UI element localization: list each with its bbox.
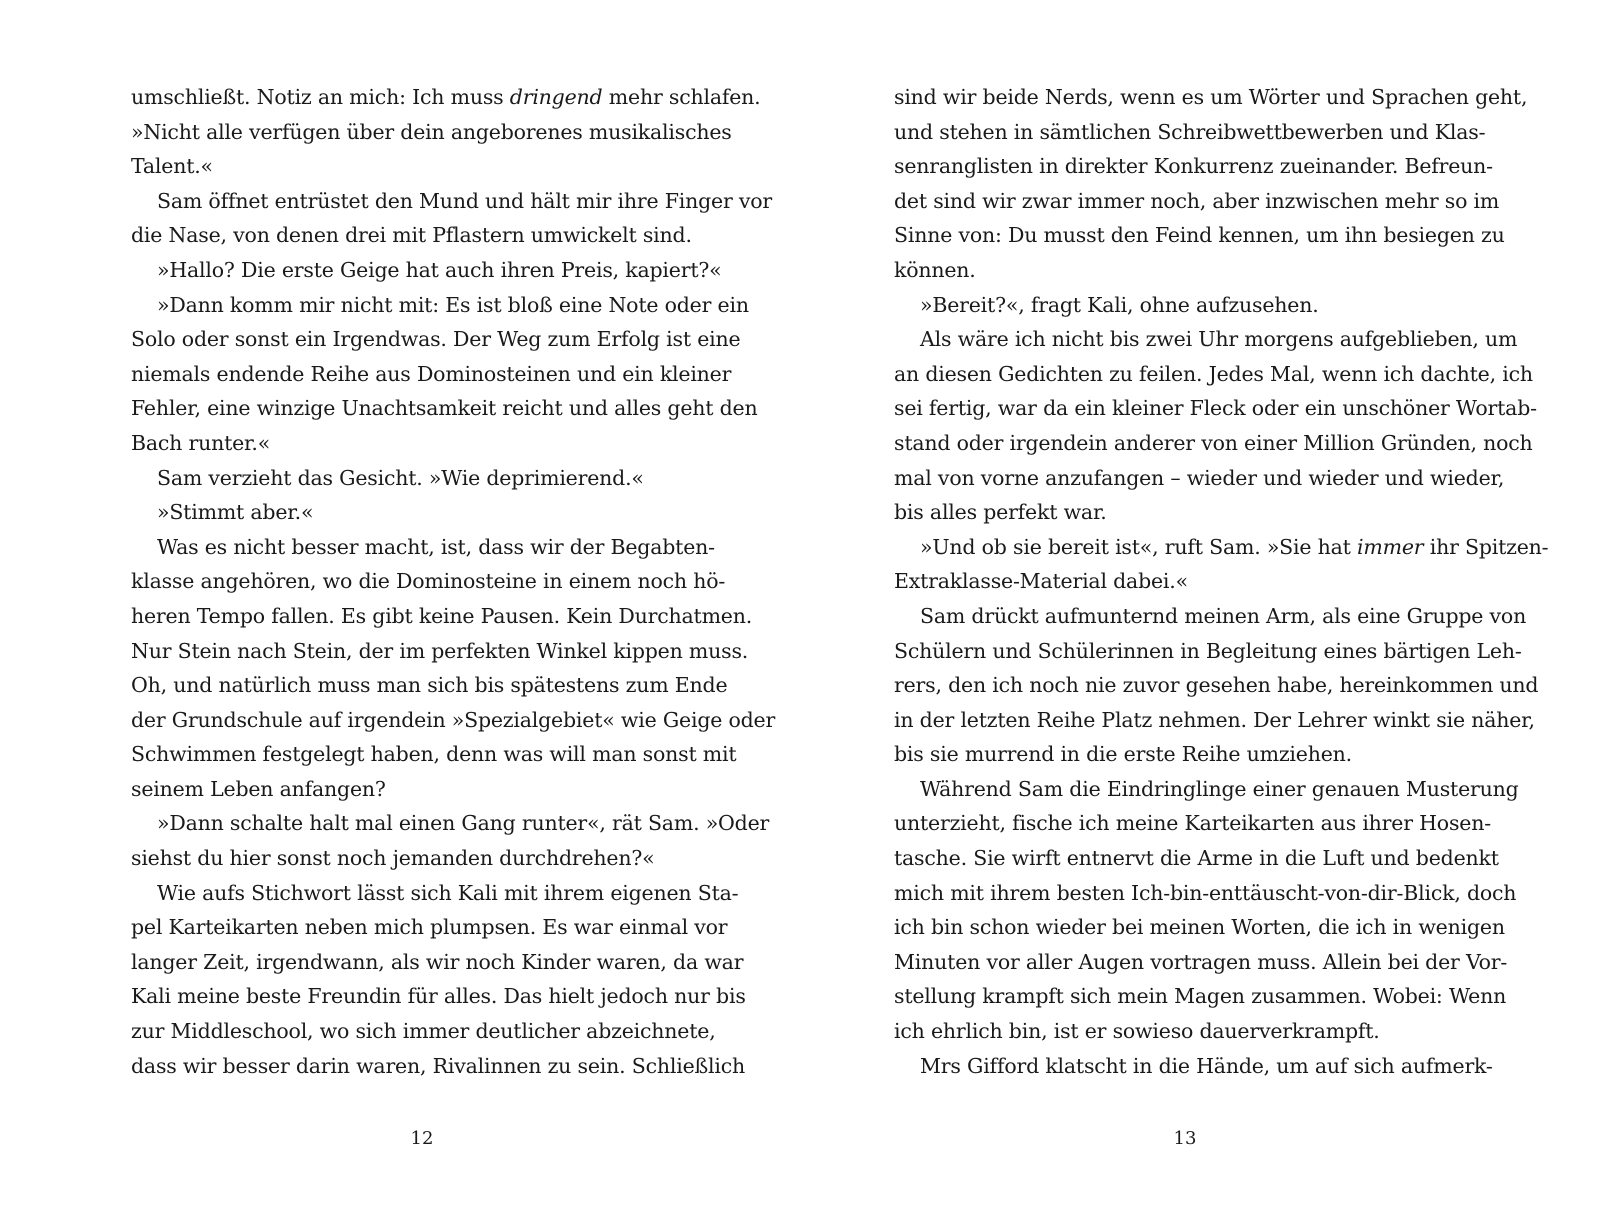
text-line: Schwimmen festgelegt haben, denn was will man sonst mit	[131, 742, 737, 767]
text-line: Wie aufs Stichwort lässt sich Kali mit ihrem eigenen Sta-	[157, 880, 739, 905]
text-line: Fehler, eine winzige Unachtsamkeit reicht und alles geht den	[131, 396, 758, 421]
text-line: Bach runter.«	[131, 430, 271, 455]
text-line: dass wir besser darin waren, Rivalinnen zu sein. Schließlich	[131, 1053, 746, 1078]
text-line: können.	[894, 257, 976, 282]
text-line: Sam öffnet entrüstet den Mund und hält mir ihre Finger vor	[157, 188, 773, 213]
text-line: sind wir beide Nerds, wenn es um Wörter und Sprachen geht,	[894, 85, 1528, 109]
text-segment: mehr schlafen.	[602, 85, 761, 109]
text-line: Extraklasse-Material dabei.«	[894, 569, 1188, 594]
left-page-text	[131, 80, 776, 1083]
text-line: det sind wir zwar immer noch, aber inzwischen mehr so im	[894, 188, 1500, 213]
text-line: und stehen in sämtlichen Schreibwettbewerben und Klas-	[894, 119, 1486, 144]
text-line: Während Sam die Eindringlinge einer genauen Musterung	[920, 776, 1519, 801]
text-line: Sam drückt aufmunternd meinen Arm, als eine Gruppe von	[920, 603, 1527, 628]
text-line: Talent.«	[131, 154, 213, 179]
text-line: tasche. Sie wirft entnervt die Arme in die Luft und bedenkt	[894, 846, 1499, 871]
text-line: niemals endende Reihe aus Dominosteinen und ein kleiner	[131, 361, 732, 386]
text-segment: »Und ob sie bereit ist«, ruft Sam. »Sie hat	[920, 534, 1358, 559]
text-line: Kali meine beste Freundin für alles. Das hielt jedoch nur bis	[131, 984, 746, 1009]
text-line: Als wäre ich nicht bis zwei Uhr morgens aufgeblieben, um	[920, 327, 1518, 352]
text-segment: ihr Spitzen-	[1423, 534, 1549, 559]
text-line: klasse angehören, wo die Dominosteine in einem noch hö-	[131, 569, 726, 594]
text-line: Oh, und natürlich muss man sich bis spätestens zum Ende	[131, 673, 728, 698]
text-segment: umschließt. Notiz an mich: Ich muss	[131, 85, 510, 109]
text-line: »Hallo? Die erste Geige hat auch ihren Preis, kapiert?«	[157, 257, 722, 282]
text-line	[894, 530, 1549, 565]
text-line: Nur Stein nach Stein, der im perfekten Winkel kippen muss.	[131, 638, 749, 663]
text-line: ich ehrlich bin, ist er sowieso dauerverkrampft.	[894, 1019, 1380, 1044]
text-line: rers, den ich noch nie zuvor gesehen habe, hereinkommen und	[894, 673, 1539, 698]
text-line: sei fertig, war da ein kleiner Fleck oder ein unschöner Wortab-	[894, 396, 1537, 421]
text-line: langer Zeit, irgendwann, als wir noch Kinder waren, da war	[131, 949, 744, 974]
text-line: pel Karteikarten neben mich plumpsen. Es war einmal vor	[131, 915, 728, 940]
text-line: in der letzten Reihe Platz nehmen. Der Lehrer winkt sie näher,	[894, 707, 1535, 732]
page-number-right: 13	[1173, 1128, 1197, 1149]
text-line: seinem Leben anfangen?	[131, 776, 386, 801]
text-line: »Stimmt aber.«	[157, 500, 314, 525]
text-line: ich bin schon wieder bei meinen Worten, die ich in wenigen	[894, 915, 1505, 940]
text-line: bis alles perfekt war.	[894, 500, 1107, 525]
text-line: Was es nicht besser macht, ist, dass wir der Begabten-	[157, 534, 715, 559]
text-line: »Bereit?«, fragt Kali, ohne aufzusehen.	[920, 292, 1319, 317]
text-line: die Nase, von denen drei mit Pflastern umwickelt sind.	[131, 223, 692, 248]
text-line: stand oder irgendein anderer von einer Million Gründen, noch	[894, 430, 1533, 455]
text-line: bis sie murrend in die erste Reihe umziehen.	[894, 742, 1352, 767]
italic-word: dringend	[509, 85, 603, 109]
text-line: Solo oder sonst ein Irgendwas. Der Weg zum Erfolg ist eine	[131, 327, 741, 352]
text-line: der Grundschule auf irgendein »Spezialgebiet« wie Geige oder	[131, 707, 776, 732]
text-line: senranglisten in direkter Konkurrenz zueinander. Befreun-	[894, 154, 1493, 179]
text-line: siehst du hier sonst noch jemanden durchdrehen?«	[131, 846, 655, 871]
text-line: Schülern und Schülerinnen in Begleitung eines bärtigen Leh-	[894, 638, 1522, 663]
text-line: mich mit ihrem besten Ich-bin-enttäuscht-von-dir-Blick, doch	[894, 880, 1517, 905]
text-line: Sinne von: Du musst den Feind kennen, um ihn besiegen zu	[894, 223, 1505, 248]
text-line: Minuten vor aller Augen vortragen muss. Allein bei der Vor-	[894, 949, 1508, 974]
italic-word: immer	[1357, 534, 1424, 559]
text-line: »Dann komm mir nicht mit: Es ist bloß eine Note oder ein	[157, 292, 749, 317]
text-line	[131, 80, 761, 115]
text-line: stellung krampft sich mein Magen zusammen. Wobei: Wenn	[894, 984, 1507, 1009]
text-line: mal von vorne anzufangen – wieder und wieder und wieder,	[894, 465, 1505, 490]
text-line: Mrs Gifford klatscht in die Hände, um auf sich aufmerk-	[920, 1053, 1493, 1078]
text-line: Sam verzieht das Gesicht. »Wie deprimierend.«	[157, 465, 644, 490]
text-line: heren Tempo fallen. Es gibt keine Pausen. Kein Durchatmen.	[131, 603, 753, 628]
text-line: »Dann schalte halt mal einen Gang runter«, rät Sam. »Oder	[157, 811, 770, 836]
text-line: »Nicht alle verfügen über dein angeborenes musikalisches	[131, 119, 732, 144]
page-number-left: 12	[410, 1128, 434, 1149]
text-line: an diesen Gedichten zu feilen. Jedes Mal, wenn ich dachte, ich	[894, 361, 1533, 386]
text-line: unterzieht, fische ich meine Karteikarten aus ihrer Hosen-	[894, 811, 1491, 836]
right-page-text	[894, 80, 1549, 1083]
text-line: zur Middleschool, wo sich immer deutlicher abzeichnete,	[131, 1019, 716, 1044]
